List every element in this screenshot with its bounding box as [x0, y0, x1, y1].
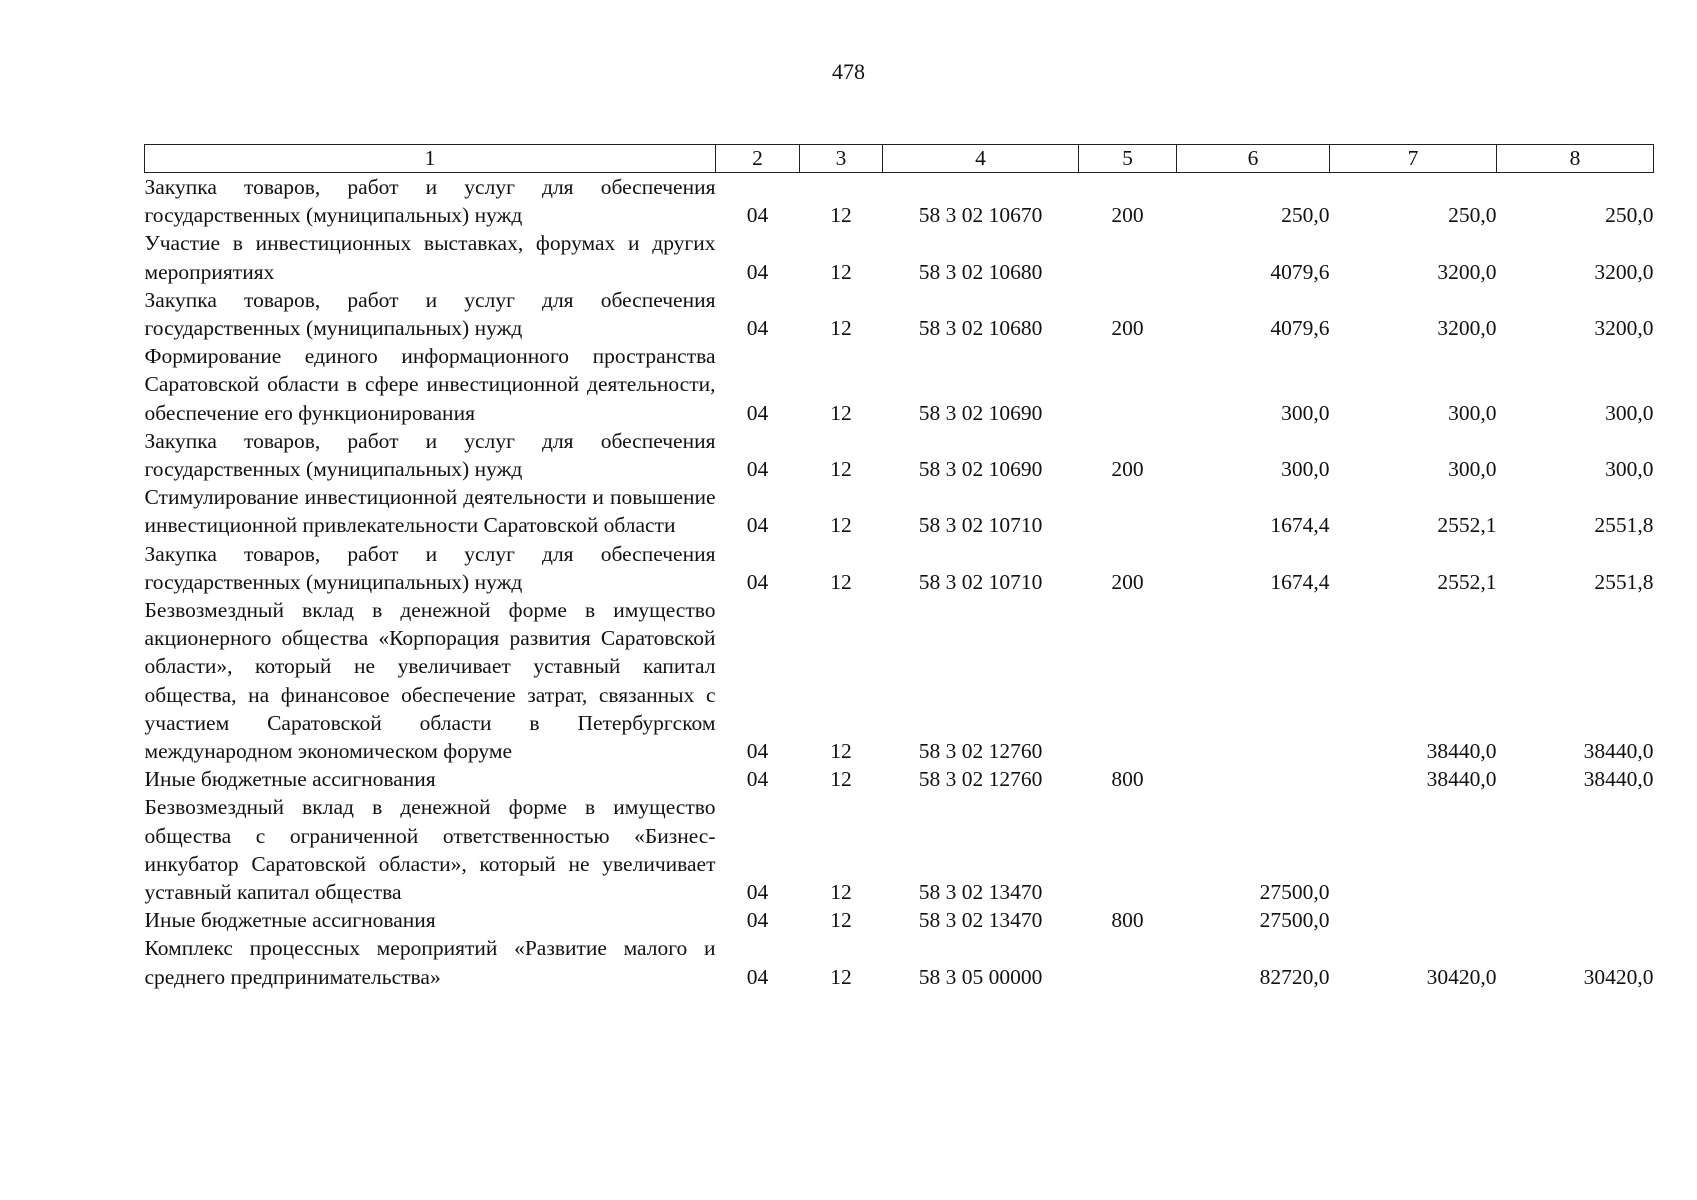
- target-article-cell: 58 3 05 00000: [918, 964, 1043, 989]
- table-row: [145, 934, 1654, 990]
- subsection-code-cell: 12: [830, 569, 852, 594]
- table-row: [145, 286, 1654, 342]
- column-header: 6: [1177, 145, 1330, 173]
- item-name-cell: Закупка товаров, работ и услуг для обеспечения государственных (муниципальных) нужд: [144, 287, 716, 341]
- item-name-cell: Закупка товаров, работ и услуг для обеспечения государственных (муниципальных) нужд: [144, 428, 716, 482]
- amount-col8-cell: 250,0: [1605, 203, 1654, 228]
- section-code-cell: 04: [746, 880, 769, 905]
- amount-col7-cell: 30420,0: [1426, 964, 1497, 989]
- amount-col8-cell: 3200,0: [1594, 316, 1654, 341]
- amount-col6-cell: 1674,4: [1270, 513, 1330, 538]
- expense-type-cell: 200: [1111, 457, 1144, 482]
- expense-type-cell: [1079, 596, 1177, 765]
- amount-col6-cell: 27500,0: [1259, 908, 1330, 933]
- amount-col6-cell: 4079,6: [1270, 259, 1330, 284]
- amount-col8-cell: 300,0: [1605, 457, 1654, 482]
- amount-col8-cell: 2551,8: [1594, 513, 1654, 538]
- amount-col7-cell: 2552,1: [1437, 569, 1497, 594]
- item-name-cell: Иные бюджетные ассигнования: [144, 908, 436, 933]
- expense-type-cell: [1079, 793, 1177, 906]
- target-article-cell: 58 3 02 10710: [918, 513, 1043, 538]
- expense-type-cell: 800: [1111, 767, 1144, 792]
- section-code-cell: 04: [746, 964, 769, 989]
- target-article-cell: 58 3 02 12760: [918, 739, 1043, 764]
- table-row: [145, 173, 1654, 230]
- column-header: 1: [145, 145, 716, 173]
- amount-col6-cell: [1177, 765, 1330, 793]
- item-name-cell: Формирование единого информационного пространства Саратовской области в сфере инвестиционной деятельности, обеспечение его функционирования: [144, 344, 716, 425]
- expense-type-cell: [1079, 483, 1177, 539]
- subsection-code-cell: 12: [830, 457, 852, 482]
- target-article-cell: 58 3 02 10690: [918, 457, 1043, 482]
- item-name-cell: Безвозмездный вклад в денежной форме в имущество акционерного общества «Корпорация развития Саратовской области», который не увеличивает уставный капитал общества, на финансовое обеспечение затрат, связанных с участием Саратовской области в Петербургском международном экономическом форуме: [144, 598, 716, 764]
- amount-col7-cell: 250,0: [1448, 203, 1497, 228]
- section-code-cell: 04: [746, 569, 769, 594]
- table-row: [145, 596, 1654, 765]
- amount-col6-cell: 82720,0: [1259, 964, 1330, 989]
- section-code-cell: 04: [746, 203, 769, 228]
- section-code-cell: 04: [746, 457, 769, 482]
- column-header: 2: [716, 145, 800, 173]
- table-row: [145, 906, 1654, 934]
- table-row: [145, 427, 1654, 483]
- table-header: [145, 145, 1654, 173]
- target-article-cell: 58 3 02 12760: [918, 767, 1043, 792]
- table-row: [145, 483, 1654, 539]
- section-code-cell: 04: [746, 259, 769, 284]
- section-code-cell: 04: [746, 739, 769, 764]
- amount-col7-cell: [1330, 793, 1497, 906]
- amount-col8-cell: 30420,0: [1583, 964, 1654, 989]
- amount-col6-cell: 4079,6: [1270, 316, 1330, 341]
- item-name-cell: Комплекс процессных мероприятий «Развитие малого и среднего предпринимательства»: [144, 936, 716, 989]
- amount-col7-cell: 300,0: [1448, 457, 1497, 482]
- amount-col8-cell: 38440,0: [1583, 767, 1654, 792]
- subsection-code-cell: 12: [830, 739, 852, 764]
- column-header: 7: [1330, 145, 1497, 173]
- table-row: [145, 540, 1654, 596]
- target-article-cell: 58 3 02 10680: [918, 259, 1043, 284]
- amount-col6-cell: [1177, 596, 1330, 765]
- amount-col7-cell: 300,0: [1448, 400, 1497, 425]
- table-row: [145, 342, 1654, 427]
- amount-col8-cell: [1497, 906, 1654, 934]
- subsection-code-cell: 12: [830, 259, 852, 284]
- table-row: [145, 793, 1654, 906]
- target-article-cell: 58 3 02 10690: [918, 400, 1043, 425]
- column-header: 8: [1497, 145, 1654, 173]
- column-header: 3: [800, 145, 883, 173]
- column-header: 5: [1079, 145, 1177, 173]
- expense-type-cell: [1079, 229, 1177, 285]
- expense-type-cell: 200: [1111, 203, 1144, 228]
- target-article-cell: 58 3 02 13470: [918, 908, 1043, 933]
- section-code-cell: 04: [746, 513, 769, 538]
- target-article-cell: 58 3 02 10680: [918, 316, 1043, 341]
- amount-col6-cell: 27500,0: [1259, 880, 1330, 905]
- target-article-cell: 58 3 02 13470: [918, 880, 1043, 905]
- item-name-cell: Закупка товаров, работ и услуг для обеспечения государственных (муниципальных) нужд: [144, 541, 716, 594]
- item-name-cell: Участие в инвестиционных выставках, форумах и других мероприятиях: [144, 231, 716, 284]
- expense-type-cell: 200: [1111, 569, 1144, 594]
- subsection-code-cell: 12: [830, 203, 852, 228]
- table-row: [145, 229, 1654, 285]
- item-name-cell: Закупка товаров, работ и услуг для обеспечения государственных (муниципальных) нужд: [144, 175, 716, 228]
- table-body: [145, 173, 1654, 991]
- subsection-code-cell: 12: [830, 767, 852, 792]
- amount-col8-cell: 2551,8: [1594, 569, 1654, 594]
- target-article-cell: 58 3 02 10710: [918, 569, 1043, 594]
- column-number-row: [145, 145, 1654, 173]
- amount-col7-cell: [1330, 906, 1497, 934]
- expense-type-cell: [1079, 342, 1177, 427]
- amount-col8-cell: 3200,0: [1594, 259, 1654, 284]
- subsection-code-cell: 12: [830, 513, 852, 538]
- section-code-cell: 04: [746, 767, 769, 792]
- amount-col6-cell: 300,0: [1281, 400, 1330, 425]
- amount-col6-cell: 1674,4: [1270, 569, 1330, 594]
- amount-col7-cell: 38440,0: [1426, 739, 1497, 764]
- amount-col7-cell: 3200,0: [1437, 316, 1497, 341]
- item-name-cell: Безвозмездный вклад в денежной форме в имущество общества с ограниченной ответственностью «Бизнес-инкубатор Саратовской области», который не увеличивает уставный капитал общества: [144, 795, 716, 905]
- amount-col7-cell: 38440,0: [1426, 767, 1497, 792]
- amount-col8-cell: 300,0: [1605, 400, 1654, 425]
- amount-col7-cell: 3200,0: [1437, 259, 1497, 284]
- amount-col8-cell: [1497, 793, 1654, 906]
- section-code-cell: 04: [746, 316, 769, 341]
- amount-col6-cell: 250,0: [1281, 203, 1330, 228]
- column-header: 4: [883, 145, 1079, 173]
- subsection-code-cell: 12: [830, 880, 852, 905]
- subsection-code-cell: 12: [830, 908, 852, 933]
- subsection-code-cell: 12: [830, 964, 852, 989]
- amount-col8-cell: 38440,0: [1583, 739, 1654, 764]
- subsection-code-cell: 12: [830, 316, 852, 341]
- expense-type-cell: 200: [1111, 316, 1144, 341]
- target-article-cell: 58 3 02 10670: [918, 203, 1043, 228]
- subsection-code-cell: 12: [830, 400, 852, 425]
- expense-type-cell: [1079, 934, 1177, 990]
- section-code-cell: 04: [746, 400, 769, 425]
- amount-col7-cell: 2552,1: [1437, 513, 1497, 538]
- page-number: 478: [832, 59, 865, 84]
- budget-table: [144, 144, 1654, 991]
- table-row: [145, 765, 1654, 793]
- amount-col6-cell: 300,0: [1281, 457, 1330, 482]
- expense-type-cell: 800: [1111, 908, 1144, 933]
- section-code-cell: 04: [746, 908, 769, 933]
- item-name-cell: Иные бюджетные ассигнования: [144, 767, 436, 792]
- item-name-cell: Стимулирование инвестиционной деятельности и повышение инвестиционной привлекательности Саратовской области: [144, 485, 716, 538]
